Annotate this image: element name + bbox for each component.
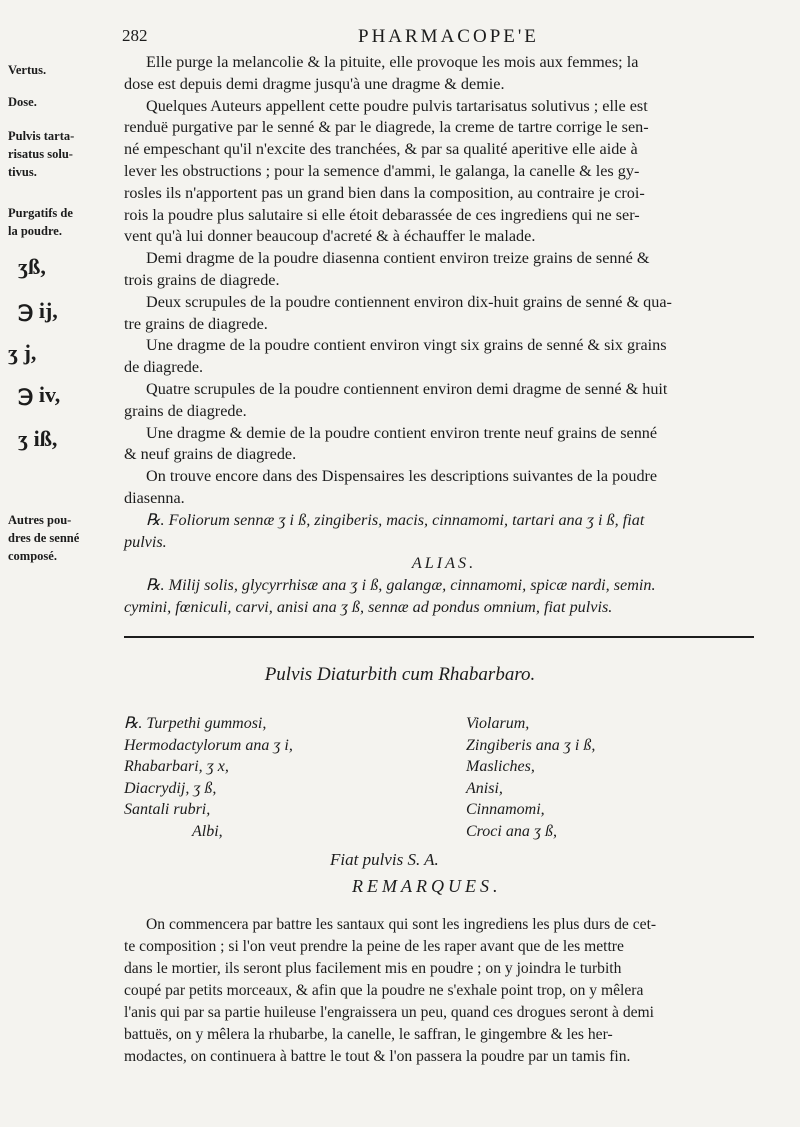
recipe-line: cymini, fœniculi, carvi, anisi ana ʒ ß, sennæ ad pondus omnium, fiat pulvis. [124, 597, 613, 616]
recipe-line: pulvis. [124, 532, 167, 551]
ingredient: Violarum, [466, 715, 530, 732]
ingredients-left [124, 713, 293, 842]
recipe-line: ℞. Milij solis, glycyrrhisæ ana ʒ i ß, galangæ, cinnamomi, spicæ nardi, semin. [146, 576, 656, 595]
fiat-line: Fiat pulvis S. A. [330, 850, 439, 869]
margin-note-dose: Dose. [8, 95, 37, 109]
alias-heading: ALIAS. [411, 554, 477, 573]
text-line: dose est depuis demi dragme jusqu'à une dragme & demie. [124, 74, 505, 93]
ingredients-right [466, 713, 595, 842]
text-line: diasenna. [124, 488, 185, 507]
ingredient: Cinnamomi, [466, 801, 545, 818]
ingredient: Zingiberis ana ʒ i ß, [466, 736, 596, 754]
margin-symbol-four-scruples: ℈ iv, [18, 382, 61, 407]
margin-note-pulvis-1: Pulvis tarta- [8, 129, 75, 143]
margin-symbol-dram-and-half: ʒ iß, [18, 426, 58, 451]
page-header [0, 26, 800, 50]
text-line: l'anis qui par sa partie huileuse l'engraissera un peu, quand ces drogues seront à demi [124, 1004, 655, 1021]
text-line: renduë purgative par le senné & par le diagrede, la creme de tartre corrige le sen- [124, 118, 649, 137]
section-divider [124, 636, 754, 638]
text-line: vent qu'à lui donner beaucoup d'acreté & à échauffer le malade. [124, 227, 536, 246]
margin-note-autres-3: composé. [8, 549, 57, 563]
page-number: 282 [122, 26, 148, 45]
margin-note-autres-1: Autres pou- [8, 513, 72, 527]
margin-note-pulvis-3: tivus. [8, 165, 37, 179]
margin-note-purgatifs-1: Purgatifs de [8, 206, 73, 220]
text-line: lever les obstructions ; pour la semence d'ammi, le galanga, la canelle & les gy- [124, 161, 640, 180]
remarques-text [124, 914, 764, 1068]
text-line: te composition ; si l'on veut prendre la peine de les raper avant que de les mettre [124, 938, 624, 955]
text-line: modactes, on continuera à battre le tout & l'on passera la poudre par un tamis fin. [124, 1048, 631, 1065]
text-line: trois grains de diagrede. [124, 270, 280, 289]
text-line: grains de diagrede. [124, 401, 247, 420]
main-text [124, 52, 764, 619]
recipe-line: ℞. Foliorum sennæ ʒ i ß, zingiberis, macis, cinnamomi, tartari ana ʒ i ß, fiat [146, 510, 645, 529]
text-line: tre grains de diagrede. [124, 314, 268, 333]
text-line: Quatre scrupules de la poudre contiennent environ demi dragme de senné & huit [146, 379, 668, 398]
text-line: Elle purge la melancolie & la pituite, elle provoque les mois aux femmes; la [146, 53, 639, 71]
margin-note-autres-2: dres de senné [8, 531, 80, 545]
running-title: PHARMACOPE'E [358, 26, 539, 47]
text-line: & neuf grains de diagrede. [124, 445, 297, 464]
text-line: Demi dragme de la poudre diasenna contient environ treize grains de senné & [146, 249, 650, 268]
margin-note-pulvis-2: risatus solu- [8, 147, 73, 161]
text-line: né empeschant qu'il n'excite des tranchées, & par sa qualité aperitive elle aide à [124, 140, 638, 159]
margin-note-purgatifs-2: la poudre. [8, 224, 62, 238]
margin-note-vertus: Vertus. [8, 63, 47, 77]
text-line: battuës, on y mêlera la rhubarbe, la canelle, le saffran, le gingembre & les her- [124, 1026, 613, 1043]
text-line: de diagrede. [124, 358, 204, 377]
margin-symbol-half-dram: ʒß, [18, 254, 46, 279]
ingredient: Masliches, [466, 758, 535, 775]
ingredient: Anisi, [466, 779, 503, 797]
ingredient: ℞. Turpethi gummosi, [124, 715, 267, 732]
ingredient: Diacrydij, ʒ ß, [124, 779, 217, 797]
ingredient: Hermodactylorum ana ʒ i, [124, 736, 293, 754]
ingredient: Albi, [192, 822, 223, 840]
ingredient: Croci ana ʒ ß, [466, 822, 557, 840]
margin-symbol-two-scruples: ℈ ij, [18, 298, 58, 323]
text-line: coupé par petits morceaux, & afin que la poudre ne s'exhale point trop, on y mêlera [124, 982, 644, 999]
text-line: On trouve encore dans des Dispensaires les descriptions suivantes de la poudre [146, 467, 658, 486]
text-line: Quelques Auteurs appellent cette poudre pulvis tartarisatus solutivus ; elle est [146, 96, 648, 115]
remarques-heading: REMARQUES. [352, 876, 502, 896]
section-title: Pulvis Diaturbith cum Rhabarbaro. [264, 664, 536, 685]
margin-symbol-one-dram: ʒ j, [8, 340, 37, 365]
text-line: Une dragme de la poudre contient environ vingt six grains de senné & six grains [146, 336, 667, 355]
ingredient: Rhabarbari, ʒ x, [124, 758, 229, 775]
text-line: rosles ils n'apportent pas un grand bien dans la composition, au contraire je croi- [124, 183, 645, 202]
ingredient: Santali rubri, [124, 801, 211, 818]
text-line: Deux scrupules de la poudre contiennent environ dix-huit grains de senné & qua- [146, 292, 672, 311]
text-line: dans le mortier, ils seront plus facilement mis en poudre ; on y joindra le turbith [124, 960, 622, 977]
text-line: Une dragme & demie de la poudre contient environ trente neuf grains de senné [146, 423, 658, 442]
text-line: rois la poudre plus salutaire si elle étoit debarassée de ces ingrediens qui ne ser- [124, 205, 640, 224]
text-line: On commencera par battre les santaux qui sont les ingrediens les plus durs de cet- [146, 916, 657, 933]
